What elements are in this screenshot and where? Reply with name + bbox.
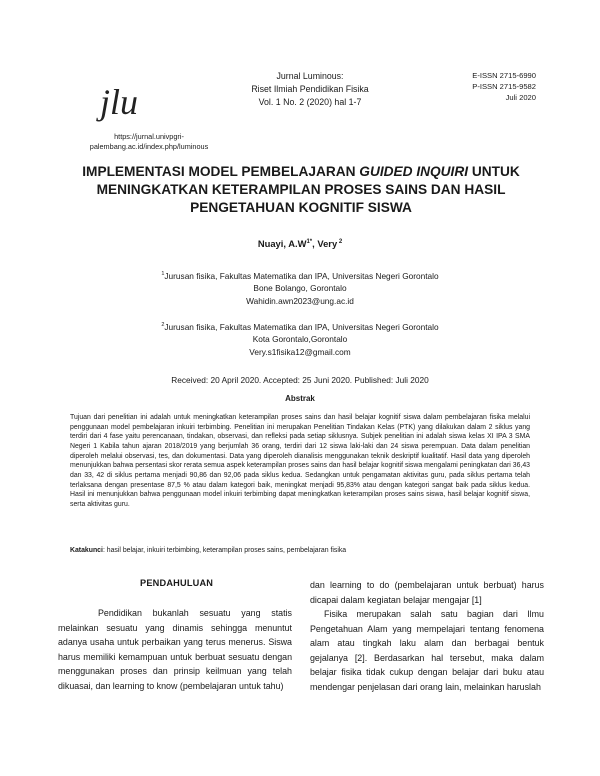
paragraph: Fisika merupakan salah satu bagian dari Ilmu Pengetahuan Alam yang mempelajari tentang fenomena alam atau tingkah laku alam dan berbagai bentuk gejalanya [2]. Berdasarkan hal tersebut, maka dalam belajar fisika tidak cukup dengan belajar dari buku atau mendengar penjelasan dari orang lain, melainkan haruslah <box>310 609 544 692</box>
journal-url[interactable]: https://jurnal.univpgri-palembang.ac.id/index.php/luminous <box>89 132 209 151</box>
publication-dates: Received: 20 April 2020. Accepted: 25 Juni 2020. Published: Juli 2020 <box>171 375 429 385</box>
abstract-heading: Abstrak <box>285 394 315 403</box>
journal-subtitle: Riset Ilmiah Pendidikan Fisika <box>251 84 369 94</box>
issue-date: Juli 2020 <box>505 93 536 102</box>
author-email[interactable]: Very.s1fisika12@gmail.com <box>249 346 351 357</box>
journal-name: Jurnal Luminous: <box>276 71 344 81</box>
affiliation-2: $^2$Jurusan fisika, Fakultas Matematika dan IPA, Universitas Negeri Gorontalo Kota Gorontalo,Gorontalo Very.s1fisika12@gmail.com <box>100 319 500 359</box>
eissn: E-ISSN 2715-6990 <box>472 71 536 80</box>
abstract-text: Tujuan dari penelitian ini adalah untuk meningkatkan keterampilan proses sains dan hasil belajar kognitif siswa dalam pembelajaran fisika melalui penggunaan model pembelajaran inkuiri terbimbing. Penelitian ini merupakan Penelitian Tindakan Kelas (PTK) yang dilakukan dalam 2 siklus yang terdiri dari 4 fase yaitu perencanaan, tindakan, observasi, dan refleksi pada setiap siklusnya. Subjek penelitian ini adalah siswa kelas XI IPA 3 SMA Negeri 1 Kabila tahun ajaran 2018/2019 yang berjumlah 36 orang, terdiri dari 12 siswa laki-laki dan 24 siswa perempuan. Data dalam penelitian diperoleh melalui observasi, tes, dan dokumentasi. Data yang diperoleh dianalisis menggunakan teknik deskriptif kualitatif. Hasil data yang diperoleh menunjukkan bahwa persentasi skor rerata semua aspek keterampilan proses sains dan hasil belajar kognitif siswa mengalami peningkatan dari 36,43 dan 33, 42 di siklus pertama menjadi 90,86 dan 92,06 pada siklus kedua. Sedangkan untuk pengamatan aktivitas guru, pada siklus pertama telah terlaksana dengan presentase 87,5 % atau dalam kategori baik, meningkat menjadi 95,83% atau dengan kategori sangat baik pada siklus kedua. Hasil ini menunjukkan bahwa penggunaan model inkuiri terbimbing dapat meningkatkan keterampilan proses sains siswa, hasil belajar kognitif siswa, serta aktivitas guru. <box>70 414 530 508</box>
authors: Nuayi, $A.W^{1*}$, Very $^2$ <box>257 238 343 249</box>
keywords: Katakunci: hasil belajar, inkuiri terbimbing, keterampilan proses sains, pembelajaran fisika <box>70 547 347 554</box>
logo-text: jlu <box>100 82 139 122</box>
pissn: P-ISSN 2715-9582 <box>472 82 536 91</box>
journal-header <box>230 70 390 109</box>
paragraph: dan learning to do (pembelajaran untuk berbuat) harus dicapai dalam kegiatan belajar mengajar [1] <box>310 580 544 605</box>
paper-title: IMPLEMENTASI MODEL PEMBELAJARAN GUIDED INQUIRI UNTUK MENINGKATKAN KETERAMPILAN PROSES SAINS DAN HASIL PENGETAHUAN KOGNITIF SISWA <box>82 164 520 215</box>
paragraph: Pendidikan bukanlah sesuatu yang statis melainkan sesuatu yang dinamis sehingga menuntut adanya usaha untuk perbaikan yang terus menerus. Siswa harus memiliki kemampuan untuk berbuat sesuatu dengan menggunakan proses dan prinsip keilmuan yang telah dikuasai, dan learning to know (pembelajaran untuk tahu) <box>58 608 292 691</box>
section-heading: PENDAHULUAN <box>140 578 214 588</box>
author-email[interactable]: Wahidin.awn2023@ung.ac.id <box>246 295 354 306</box>
issn-block <box>430 70 536 103</box>
right-column <box>310 578 544 694</box>
left-column <box>58 606 292 693</box>
affiliation-1: $^1$Jurusan fisika, Fakultas Matematika dan IPA, Universitas Negeri Gorontalo Bone Bolango, Gorontalo Wahidin.awn2023@ung.ac.id <box>100 268 500 308</box>
journal-logo <box>96 76 160 130</box>
journal-volume: Vol. 1 No. 2 (2020) hal 1-7 <box>258 97 362 107</box>
